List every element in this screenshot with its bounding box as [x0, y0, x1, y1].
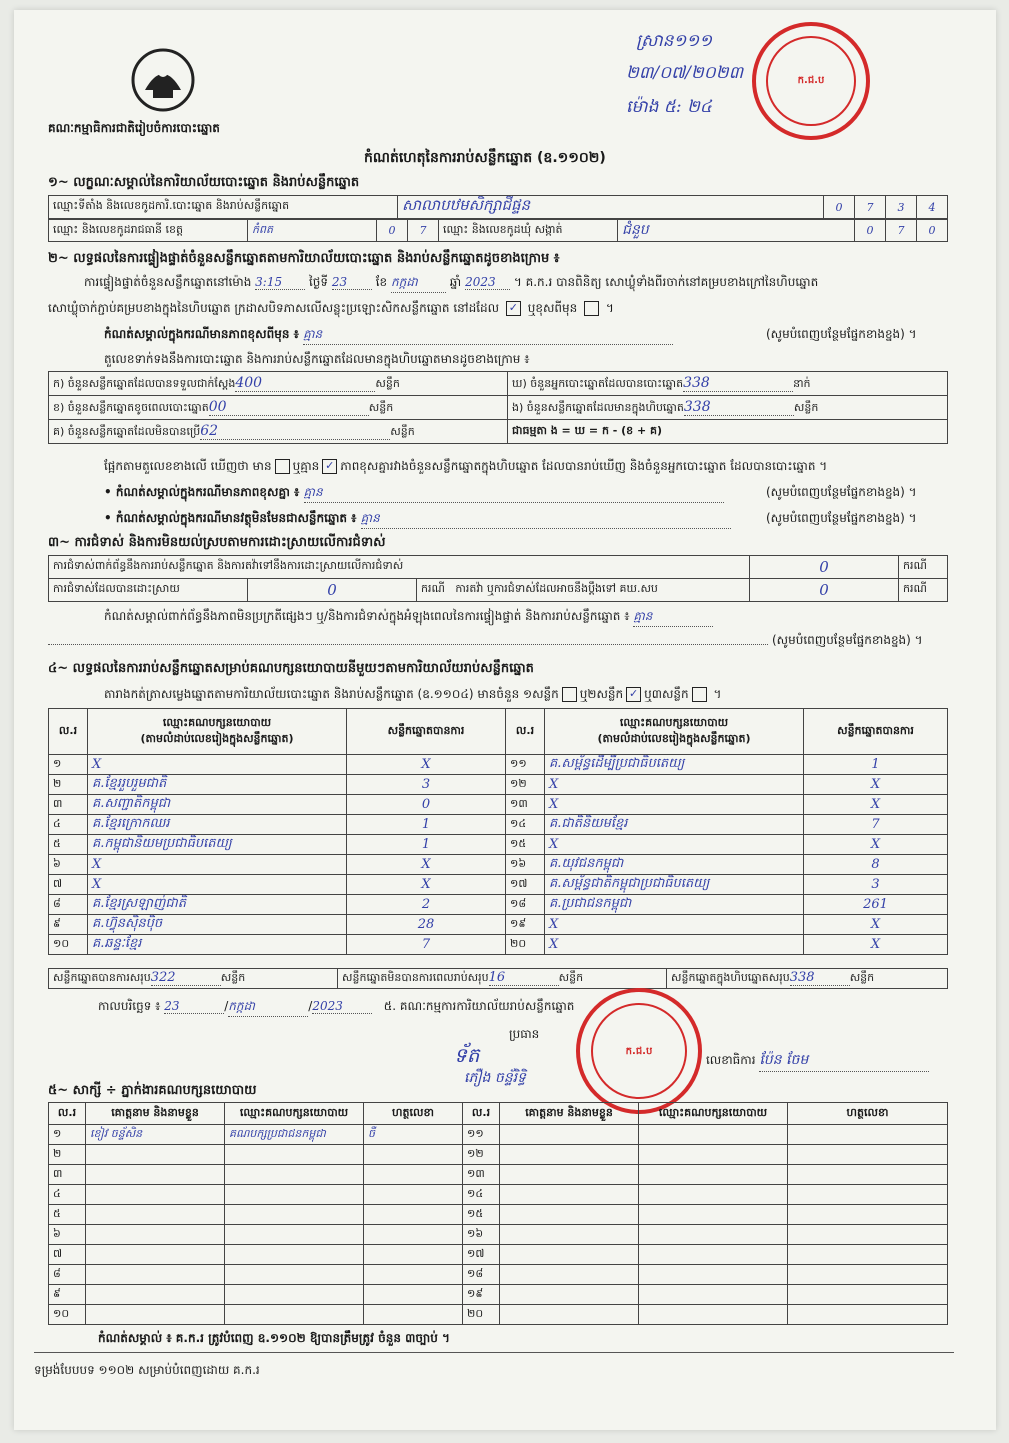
receipt-ref: ស្រាន១១១ — [636, 31, 713, 51]
note1: កំណត់សម្គាល់ក្នុងករណីមានភាពខុសពីមុន ៖ គ្មាន — [104, 326, 673, 345]
section1-table — [48, 195, 948, 219]
has-diff-checkbox[interactable] — [275, 459, 290, 474]
witness-cell: ២ — [49, 1145, 86, 1165]
note3: • កំណត់សម្គាល់ក្នុងករណីមានវត្ថុមិនមែនជាសន្លឹកឆ្នោត ៖ គ្មាន — [104, 510, 731, 529]
party-name: គ.កម្ពុជានិយមប្រជាធិបតេយ្យ — [88, 835, 347, 855]
compare-line: ផ្អែកតាមតួលេខខាងលើ ឃើញថា មាន ឬគ្មាន ✓ ភាពខុសគ្នារវាងចំនួនសន្លឹកឆ្នោតក្នុងហិបឆ្នោត ដែលបានរាប់ឃើញ និងចំនួនអ្នកបោះឆ្នោត ដែលបានបោះឆ្នោត ។ — [104, 459, 828, 473]
org-name: គណៈកម្មាធិការជាតិរៀបចំការបោះឆ្នោត — [48, 121, 220, 135]
witness-cell: ១៤ — [463, 1185, 500, 1205]
note1-value: គ្មាន — [303, 326, 673, 345]
witness-empty-cell[interactable] — [639, 1285, 788, 1305]
witness-empty-cell[interactable] — [500, 1205, 639, 1225]
witness-cell[interactable] — [86, 1285, 225, 1305]
row-no: ១៤ — [506, 815, 545, 835]
witness-empty-cell[interactable] — [500, 1185, 639, 1205]
verify-time: 3:15 — [255, 275, 305, 290]
row-no: ១១ — [506, 755, 545, 775]
witness-cell: ១៧ — [463, 1245, 500, 1265]
row-no: ១៨ — [506, 895, 545, 915]
votes-cell: 7 — [804, 815, 948, 835]
location-digit: 7 — [855, 196, 886, 219]
objections-value: 0 — [750, 556, 899, 579]
table-row — [49, 1165, 948, 1185]
witness-empty-cell[interactable] — [639, 1225, 788, 1245]
row-no: ៦ — [49, 855, 88, 875]
receipt-date: ២៣/០៧/២០២៣ — [626, 63, 744, 83]
table-row — [49, 1205, 948, 1225]
commune-digit: 7 — [886, 220, 917, 242]
votes-cell: X — [347, 875, 506, 895]
verify-day: 23 — [332, 275, 372, 290]
witness-empty-cell[interactable] — [788, 1145, 948, 1165]
witness-empty-cell[interactable] — [500, 1225, 639, 1245]
table-row — [49, 875, 948, 895]
witness-cell[interactable] — [225, 1145, 364, 1165]
witness-cell: ២០ — [463, 1305, 500, 1325]
row-no: ៤ — [49, 815, 88, 835]
witness-cell[interactable] — [364, 1145, 463, 1165]
witness-cell[interactable] — [86, 1145, 225, 1165]
witness-cell[interactable] — [364, 1225, 463, 1245]
different-checkbox[interactable] — [584, 301, 599, 316]
witness-cell[interactable] — [364, 1245, 463, 1265]
witness-empty-cell[interactable] — [639, 1145, 788, 1165]
chair-name: ភឿង ចន្ទ័រិទ្ធិ — [464, 1070, 526, 1086]
witness-empty-cell[interactable] — [500, 1305, 639, 1325]
witness-empty-cell[interactable] — [788, 1205, 948, 1225]
witness-cell: ៨ — [49, 1265, 86, 1285]
votes-cell: X — [804, 935, 948, 955]
witness-cell: ៣ — [49, 1165, 86, 1185]
row-no: ១៩ — [506, 915, 545, 935]
figures-table: ក) ចំនួនសន្លឹកឆ្នោតដែលបានទទួលជាក់ស្ដែង400 សន្លឹក ឃ) ចំនួនអ្នកបោះឆ្នោតដែលបានបោះឆ្នោត338 នាក់ ខ) ចំនួនសន្លឹកឆ្នោតខូចពេលបោះឆ្នោត00 សន្លឹក ង) ចំនួនសន្លឹកឆ្នោតដែលមានក្នុងហិបឆ្នោត338 សន្លឹក គ) ចំនួនសន្លឹកឆ្នោតដែលមិនបានប្រើ62 សន្លឹក ជាធម្មតា ង = ឃ = ក - (ខ + គ) — [48, 371, 948, 444]
table-row — [49, 755, 948, 775]
witness-cell: ៩ — [49, 1285, 86, 1305]
party-name: គ.សម្ព័ន្ធដើម្បីប្រជាធិបតេយ្យ — [545, 755, 804, 775]
votes-cell: 8 — [804, 855, 948, 875]
province-value: កំពត — [248, 220, 377, 242]
witness-empty-cell[interactable] — [788, 1225, 948, 1245]
witness-cell: ១៨ — [463, 1265, 500, 1285]
receipt-time: ម៉ោង ៥: ២៤ — [626, 97, 712, 117]
witness-empty-cell[interactable] — [500, 1165, 639, 1185]
witness-empty-cell[interactable] — [639, 1305, 788, 1325]
party-name: X — [545, 835, 804, 855]
witness-cell[interactable] — [86, 1305, 225, 1325]
table-row — [49, 1265, 948, 1285]
form-page: គណៈកម្មាធិការជាតិរៀបចំការបោះឆ្នោត ស្រាន១១១ ២៣/០៧/២០២៣ ម៉ោង ៥: ២៤ ក.ជ.ប កំណត់ហេតុនៃការរាប់សន្លឹកឆ្នោត (ឧ.១១០២) ១~ លក្ខណៈសម្គាល់នៃការិយាល័យបោះឆ្នោត និងរាប់សន្លឹកឆ្នោត ឈ្មោះទីតាំង និងលេខកូដការិ.បោះឆ្នោត និងរាប់សន្លឹកឆ្នោត សាលាបឋមសិក្សាជីផ្ទន 0 7 3 4 ឈ្មោះ និងលេខកូដរាជធានី ខេត្ត កំពត 0 7 ឈ្មោះ និងលេខកូដឃុំ សង្កាត់ ជំនួប 0 7 0 ២~ លទ្ធផលនៃការផ្ទៀងផ្ទាត់ចំនួនសន្លឹកឆ្នោតតាមការិយាល័យបោះឆ្នោត និងរាប់សន្លឹកឆ្នោតដូចខាងក្រោម ៖ ការផ្ទៀងផ្ទាត់ចំនួនសន្លឹកឆ្នោតនៅម៉ោង 3:15 ថ្ងៃទី 23 ខែ កក្កដា ឆ្នាំ 2023 ។ គ.ក.រ បានពិនិត្យ សោឃ្លុំទាំងពីរចាក់នៅគម្របខាងក្រៅនៃហិបឆ្នោត សោឃ្លុំចាក់ភ្ជាប់គម្របខាងក្នុងនៃហិបឆ្នោត ក្រដាសបិទភាសលើសន្លុះប្រឡោះសិកសន្លឹកឆ្នោត នៅដដែល ✓ ឬខុសពីមុន ។ កំណត់សម្គាល់ក្នុងករណីមានភាពខុសពីមុន ៖ គ្មាន (សូមបំពេញបន្ថែមផ្នែកខាងខ្នង) ។ តួលេខទាក់ទងនឹងការបោះឆ្នោត និងការរាប់សន្លឹកឆ្នោតដែលមានក្នុងហិបឆ្នោតមានដូចខាងក្រោម ៖ ក) ចំនួនសន្លឹកឆ្នោតដែលបានទទួលជាក់ស្ដែង400 សន្លឹក ឃ) ចំនួនអ្នកបោះឆ្នោតដែលបានបោះឆ្នោត338 នាក់ ខ) ចំនួនសន្លឹកឆ្នោតខូចពេលបោះឆ្នោត00 សន្លឹក ង) ចំនួនសន្លឹកឆ្នោតដែលមានក្នុងហិបឆ្នោត338 សន្លឹក គ) ចំនួនសន្លឹកឆ្នោតដែលមិនបានប្រើ62 សន្លឹក ជាធម្មតា ង = ឃ = ក - (ខ + គ) ផ្អែកតាមតួលេខខាងលើ ឃើញថា មាន ឬគ្មាន ✓ ភាពខុសគ្នារវាងចំនួនសន្លឹកឆ្នោតក្នុងហិបឆ្នោត ដែលបានរាប់ឃើញ និងចំនួនអ្នកបោះឆ្នោត ដែលបានបោះឆ្នោត ។ • កំណត់សម្គាល់ក្នុងករណីមានភាពខុសគ្នា ៖ គ្មាន (សូមបំពេញបន្ថែមផ្នែកខាងខ្នង) ។ • កំណត់សម្គាល់ក្នុងករណីមានវត្ថុមិនមែនជាសន្លឹកឆ្នោត ៖ គ្មាន (សូមបំពេញបន្ថែមផ្នែកខាងខ្នង) ។ ៣~ ការជំទាស់ និងការមិនយល់ស្របតាមការដោះស្រាយលើការជំទាស់ ការជំទាស់ពាក់ព័ន្ធនឹងការរាប់សន្លឹកឆ្នោត និងការតវ៉ាទៅនឹងការដោះស្រាយលើការជំទាស់ 0 ករណី ការជំទាស់ដែលបានដោះស្រាយ 0 ករណី ការតវ៉ា ឬការជំទាស់ដែលអាចនឹងប្ដឹងទៅ គឃ.សប 0 ករណី កំណត់សម្គាល់ពាក់ព័ន្ធនឹងភាពមិនប្រក្រតីផ្សេងៗ ឬ/និងការជំទាស់ក្នុងអំឡុងពេលនៃការផ្ទៀងផ្ទាត់ និងការរាប់សន្លឹកឆ្នោត ៖ គ្មាន (សូមបំពេញបន្ថែមផ្នែកខាងខ្នង) ។ ៤~ លទ្ធផលនៃការរាប់សន្លឹកឆ្នោតសម្រាប់គណបក្សនយោបាយនីមួយៗតាមការិយាល័យរាប់សន្លឹកឆ្នោត តារាងកត់ត្រាសម្លេងឆ្នោតតាមការិយាល័យបោះឆ្នោត និងរាប់សន្លឹកឆ្នោត (ឧ.១១០៤) មានចំនួន ១សន្លឹក ឬ២សន្លឹក ✓ ឬ៣សន្លឹក ។ ល.រ ឈ្មោះគណបក្សនយោបាយ (តាមលំដាប់លេខរៀងក្នុងសន្លឹកឆ្នោត) សន្លឹកឆ្នោតបានការ ល.រ ឈ្មោះគណបក្សនយោបាយ (តាមលំដាប់លេខរៀងក្នុងសន្លឹកឆ្នោត) សន្លឹកឆ្នោតបានការ ១ X X ១១ គ.សម្ព័ន្ធដើម្បីប្រជាធិបតេយ្យ 1 ២ គ.ខ្មែររួបរួមជាតិ 3 ១២ X X ៣ គ.សញ្ជាតិកម្ពុជា 0 ១៣ X X ៤ គ.ខ្មែរក្រោកឈរ 1 ១៤ គ.ជាតិនិយមខ្មែរ 7 ៥ គ.កម្ពុជានិយមប្រជាធិបតេយ្យ 1 ១៥ X X ៦ X X ១៦ គ.យុវជនកម្ពុជា 8 ៧ X X ១៧ គ.សម្ព័ន្ធជាតិកម្ពុជាប្រជាធិបតេយ្យ 3 ៨ គ.ខ្មែរស្រឡាញ់ជាតិ 2 ១៨ គ.ប្រជាជនកម្ពុជា 261 ៩ គ.ហ៊្វុនស៊ិនប៉ិច 28 ១៩ X X ១០ គ.ឆន្ទៈខ្មែរ 7 ២០ X X សន្លឹកឆ្នោតបានការសរុប322 សន្លឹក សន្លឹកឆ្នោតមិនបានការពេលរាប់សរុប16 សន្លឹក សន្លឹកឆ្នោតក្នុងហិបឆ្នោតសរុប338 សន្លឹក កាលបរិច្ឆេទ ៖ 23 /កក្កដា /2023 ៥. គណៈកម្មការការិយាល័យរាប់សន្លឹកឆ្នោត ប្រធាន ទ័ត ភឿង ចន្ទ័រិទ្ធិ ក.ជ.ប លេខាធិការ ប៉ែន ចែម ៥~ សាក្សី ÷ ភ្នាក់ងារគណបក្សនយោបាយ ល.រ គោត្តនាម និងនាមខ្លួន ឈ្មោះគណបក្សនយោបាយ ហត្ថលេខា ល.រ គោត្តនាម និងនាមខ្លួន ឈ្មោះគណបក្សនយោបាយ ហត្ថលេខា ១ ខៀវ ចន្ទ័សិន គណបក្សប្រជាជនកម្ពុជា ចឺ ១១ ២ ១២ ៣ ១៣ ៤ ១៤ ៥ ១៥ ៦ ១៦ ៧ ១៧ ៨ ១៨ ៩ ១៩ ១០ ២០ កំណត់សម្គាល់ ៖ គ.ក.រ ត្រូវបំពេញ ឧ.១១០២ ឱ្យបានត្រឹមត្រូវ ចំនួន ៣ច្បាប់ ។ ទម្រង់បែបបទ ១១០២ សម្រាប់បំពេញដោយ គ.ក.រ — [14, 10, 996, 1430]
witness-empty-cell[interactable] — [788, 1185, 948, 1205]
votes-cell: X — [804, 775, 948, 795]
secretary-name: ប៉ែន ចែម — [759, 1050, 929, 1072]
verify-month: កក្កដា — [391, 274, 446, 293]
votes-cell: X — [804, 835, 948, 855]
party-name: គ.សញ្ជាតិកម្ពុជា — [88, 795, 347, 815]
row-no: ៩ — [49, 915, 88, 935]
witness-cell: ១២ — [463, 1145, 500, 1165]
row-no: ៣ — [49, 795, 88, 815]
figures-intro: តួលេខទាក់ទងនឹងការបោះឆ្នោត និងការរាប់សន្លឹកឆ្នោតដែលមានក្នុងហិបឆ្នោតមានដូចខាងក្រោម ៖ — [104, 352, 530, 366]
totals-table: សន្លឹកឆ្នោតបានការសរុប322 សន្លឹក សន្លឹកឆ្នោតមិនបានការពេលរាប់សរុប16 សន្លឹក សន្លឹកឆ្នោតក្នុងហិបឆ្នោតសរុប338 សន្លឹក — [48, 968, 948, 989]
votes-cell: 1 — [347, 835, 506, 855]
witness-cell[interactable] — [86, 1165, 225, 1185]
table-row — [49, 775, 948, 795]
location-digit: 4 — [917, 196, 948, 219]
total-box: 338 — [790, 970, 850, 986]
section3-title: ៣~ ការជំទាស់ និងការមិនយល់ស្របតាមការដោះស្រាយលើការជំទាស់ — [48, 535, 386, 550]
witness-cell: ៧ — [49, 1245, 86, 1265]
inbox-value: 338 — [684, 399, 794, 416]
table-row — [49, 1125, 948, 1145]
location-digit: 3 — [886, 196, 917, 219]
row-no: ១៥ — [506, 835, 545, 855]
two-sheets-checkbox[interactable]: ✓ — [626, 687, 641, 702]
row-no: ១៧ — [506, 875, 545, 895]
party-name: X — [545, 775, 804, 795]
witness-cell[interactable] — [86, 1185, 225, 1205]
votes-cell: 1 — [347, 815, 506, 835]
fill-hint: (សូមបំពេញបន្ថែមផ្នែកខាងខ្នង) ។ — [766, 327, 917, 341]
table-row — [49, 1245, 948, 1265]
party-name: X — [545, 795, 804, 815]
witness-empty-cell[interactable] — [500, 1125, 639, 1145]
row-no: ២០ — [506, 935, 545, 955]
witness-cell[interactable] — [225, 1265, 364, 1285]
row-no: ២ — [49, 775, 88, 795]
witness-cell: ៤ — [49, 1185, 86, 1205]
witness-cell[interactable] — [225, 1205, 364, 1225]
note3-value: គ្មាន — [361, 510, 731, 529]
results-table: ល.រ ឈ្មោះគណបក្សនយោបាយ (តាមលំដាប់លេខរៀងក្នុងសន្លឹកឆ្នោត) សន្លឹកឆ្នោតបានការ ល.រ ឈ្មោះគណបក្សនយោបាយ (តាមលំដាប់លេខរៀងក្នុងសន្លឹកឆ្នោត) សន្លឹកឆ្នោតបានការ ១ X X ១១ គ.សម្ព័ន្ធដើម្បីប្រជាធិបតេយ្យ 1 ២ គ.ខ្មែររួបរួមជាតិ 3 ១២ X X ៣ គ.សញ្ជាតិកម្ពុជា 0 ១៣ X X ៤ គ.ខ្មែរក្រោកឈរ 1 ១៤ គ.ជាតិនិយមខ្មែរ 7 ៥ គ.កម្ពុជានិយមប្រជាធិបតេយ្យ 1 ១៥ X X ៦ X X ១៦ គ.យុវជនកម្ពុជា 8 ៧ X X ១៧ គ.សម្ព័ន្ធជាតិកម្ពុជាប្រជាធិបតេយ្យ 3 ៨ គ.ខ្មែរស្រឡាញ់ជាតិ 2 ១៨ គ.ប្រជាជនកម្ពុជា 261 ៩ គ.ហ៊្វុនស៊ិនប៉ិច 28 ១៩ X X ១០ គ.ឆន្ទៈខ្មែរ 7 ២០ X X — [48, 708, 948, 955]
form-title: កំណត់ហេតុនៃការរាប់សន្លឹកឆ្នោត (ឧ.១១០២) — [364, 150, 606, 166]
party-name: គ.ឆន្ទៈខ្មែរ — [88, 935, 347, 955]
section1-table-row2 — [48, 219, 948, 242]
no-diff-checkbox[interactable]: ✓ — [322, 459, 337, 474]
votes-cell: X — [347, 855, 506, 875]
witness-cell: ១០ — [49, 1305, 86, 1325]
commune-digit: 0 — [855, 220, 886, 242]
witness-cell: ៥ — [49, 1205, 86, 1225]
table-row — [49, 915, 948, 935]
commune-label: ឈ្មោះ និងលេខកូដឃុំ សង្កាត់ — [439, 220, 618, 242]
witness-cell: ១៩ — [463, 1285, 500, 1305]
witness-table: ល.រ គោត្តនាម និងនាមខ្លួន ឈ្មោះគណបក្សនយោបាយ ហត្ថលេខា ល.រ គោត្តនាម និងនាមខ្លួន ឈ្មោះគណបក្សនយោបាយ ហត្ថលេខា ១ ខៀវ ចន្ទ័សិន គណបក្សប្រជាជនកម្ពុជា ចឺ ១១ ២ ១២ ៣ ១៣ ៤ ១៤ ៥ ១៥ ៦ ១៦ ៧ ១៧ ៨ ១៨ ៩ ១៩ ១០ ២០ — [48, 1102, 948, 1325]
section1-title: ១~ លក្ខណៈសម្គាល់នៃការិយាល័យបោះឆ្នោត និងរាប់សន្លឹកឆ្នោត — [48, 175, 360, 190]
one-sheet-checkbox[interactable] — [562, 687, 577, 702]
table-row — [49, 1305, 948, 1325]
votes-cell: 7 — [347, 935, 506, 955]
witness-cell: ១៣ — [463, 1165, 500, 1185]
section3-note-value: គ្មាន — [633, 608, 713, 627]
witness-empty-cell[interactable] — [639, 1125, 788, 1145]
table-row — [49, 835, 948, 855]
spoiled-value: 00 — [209, 399, 369, 416]
witness-empty-cell[interactable] — [788, 1285, 948, 1305]
witness-empty-cell[interactable] — [788, 1265, 948, 1285]
witness-empty-cell[interactable] — [788, 1165, 948, 1185]
votes-cell: X — [347, 755, 506, 775]
party-name: គ.យុវជនកម្ពុជា — [545, 855, 804, 875]
witness-cell[interactable] — [225, 1165, 364, 1185]
table-row — [49, 895, 948, 915]
party-name: X — [545, 915, 804, 935]
witness-cell[interactable] — [86, 1265, 225, 1285]
witness-cell: ៦ — [49, 1225, 86, 1245]
witness-cell[interactable] — [86, 1245, 225, 1265]
table-row — [49, 795, 948, 815]
votes-cell: 3 — [804, 875, 948, 895]
verify-line: ការផ្ទៀងផ្ទាត់ចំនួនសន្លឹកឆ្នោតនៅម៉ោង 3:15 ថ្ងៃទី 23 ខែ កក្កដា ឆ្នាំ 2023 ។ គ.ក.រ បានពិនិត្យ សោឃ្លុំទាំងពីរចាក់នៅគម្របខាងក្រៅនៃហិបឆ្នោត — [84, 274, 818, 293]
witness-cell[interactable] — [225, 1245, 364, 1265]
party-name: X — [545, 935, 804, 955]
witness-cell[interactable] — [364, 1265, 463, 1285]
witness-cell[interactable] — [364, 1305, 463, 1325]
appeals-value: 0 — [750, 579, 899, 602]
total-valid: 322 — [151, 970, 221, 986]
witness-empty-cell[interactable] — [639, 1245, 788, 1265]
footnote: កំណត់សម្គាល់ ៖ គ.ក.រ ត្រូវបំពេញ ឧ.១១០២ ឱ្យបានត្រឹមត្រូវ ចំនួន ៣ច្បាប់ ។ — [98, 1331, 450, 1345]
party-name: គ.ប្រជាជនកម្ពុជា — [545, 895, 804, 915]
witness-empty-cell[interactable] — [788, 1305, 948, 1325]
row-no: ១៦ — [506, 855, 545, 875]
secretary-line: លេខាធិការ ប៉ែន ចែម — [706, 1050, 929, 1072]
witness-empty-cell[interactable] — [788, 1125, 948, 1145]
sheets-line: តារាងកត់ត្រាសម្លេងឆ្នោតតាមការិយាល័យបោះឆ្នោត និងរាប់សន្លឹកឆ្នោត (ឧ.១១០៤) មានចំនួន ១សន្លឹក ឬ២សន្លឹក ✓ ឬ៣សន្លឹក ។ — [104, 687, 722, 701]
party-name: គ.ជាតិនិយមខ្មែរ — [545, 815, 804, 835]
witness-cell: ១ — [49, 1125, 86, 1145]
row-no: ៥ — [49, 835, 88, 855]
witness-cell: ១៦ — [463, 1225, 500, 1245]
witness-cell[interactable]: ចឺ — [364, 1125, 463, 1145]
table-row — [49, 1285, 948, 1305]
date-line: កាលបរិច្ឆេទ ៖ 23 /កក្កដា /2023 ៥. គណៈកម្មការការិយាល័យរាប់សន្លឹកឆ្នោត — [98, 998, 574, 1017]
commune-value: ជំនួប — [618, 220, 855, 242]
party-name: គ.ហ៊្វុនស៊ិនប៉ិច — [88, 915, 347, 935]
votes-cell: 261 — [804, 895, 948, 915]
location-digit: 0 — [824, 196, 855, 219]
received-value: 400 — [235, 375, 375, 392]
witness-cell[interactable] — [364, 1165, 463, 1185]
objections-table: ការជំទាស់ពាក់ព័ន្ធនឹងការរាប់សន្លឹកឆ្នោត និងការតវ៉ាទៅនឹងការដោះស្រាយលើការជំទាស់ 0 ករណី ការជំទាស់ដែលបានដោះស្រាយ 0 ករណី ការតវ៉ា ឬការជំទាស់ដែលអាចនឹងប្ដឹងទៅ គឃ.សប 0 ករណី — [48, 555, 948, 602]
section5-title: ៥~ សាក្សី ÷ ភ្នាក់ងារគណបក្សនយោបាយ — [48, 1083, 257, 1098]
formula: ជាធម្មតា ង = ឃ = ក - (ខ + គ) — [508, 420, 948, 444]
witness-cell[interactable] — [86, 1205, 225, 1225]
witness-cell[interactable]: គណបក្សប្រជាជនកម្ពុជា — [225, 1125, 364, 1145]
party-name: X — [88, 755, 347, 775]
resolved-value: 0 — [248, 579, 417, 602]
witness-cell[interactable] — [364, 1285, 463, 1305]
witness-empty-cell[interactable] — [639, 1265, 788, 1285]
section4-title: ៤~ លទ្ធផលនៃការរាប់សន្លឹកឆ្នោតសម្រាប់គណបក្សនយោបាយនីមួយៗតាមការិយាល័យរាប់សន្លឹកឆ្នោត — [48, 661, 534, 676]
witness-cell[interactable] — [225, 1305, 364, 1325]
chair-signature: ទ័ត — [454, 1043, 480, 1067]
witness-empty-cell[interactable] — [500, 1265, 639, 1285]
witness-empty-cell[interactable] — [500, 1285, 639, 1305]
party-name: គ.ខ្មែរស្រឡាញ់ជាតិ — [88, 895, 347, 915]
three-sheets-checkbox[interactable] — [692, 687, 707, 702]
verify-year: 2023 — [465, 275, 510, 290]
table-row — [49, 1225, 948, 1245]
witness-cell: ១៥ — [463, 1205, 500, 1225]
section2-title: ២~ លទ្ធផលនៃការផ្ទៀងផ្ទាត់ចំនួនសន្លឹកឆ្នោតតាមការិយាល័យបោះឆ្នោត និងរាប់សន្លឹកឆ្នោតដូចខាងក្រោម ៖ — [48, 251, 560, 266]
witness-cell[interactable] — [86, 1225, 225, 1245]
section3-note: កំណត់សម្គាល់ពាក់ព័ន្ធនឹងភាពមិនប្រក្រតីផ្សេងៗ ឬ/និងការជំទាស់ក្នុងអំឡុងពេលនៃការផ្ទៀងផ្ទាត់ និងការរាប់សន្លឹកឆ្នោត ៖ គ្មាន — [104, 608, 713, 627]
witness-empty-cell[interactable] — [788, 1245, 948, 1265]
official-stamp-committee: ក.ជ.ប — [576, 988, 702, 1114]
votes-cell: 2 — [347, 895, 506, 915]
location-value: សាលាបឋមសិក្សាជីផ្ទន — [398, 196, 824, 219]
form-footer: ទម្រង់បែបបទ ១១០២ សម្រាប់បំពេញដោយ គ.ក.រ — [34, 1363, 260, 1377]
row-no: ៨ — [49, 895, 88, 915]
voters-value: 338 — [683, 375, 793, 392]
votes-cell: 0 — [347, 795, 506, 815]
nec-emblem-icon — [129, 46, 197, 114]
witness-cell[interactable] — [364, 1205, 463, 1225]
witness-empty-cell[interactable] — [500, 1145, 639, 1165]
votes-cell: 3 — [347, 775, 506, 795]
location-label: ឈ្មោះទីតាំង និងលេខកូដការិ.បោះឆ្នោត និងរាប់សន្លឹកឆ្នោត — [49, 196, 398, 219]
witness-empty-cell[interactable] — [639, 1205, 788, 1225]
witness-cell[interactable] — [364, 1185, 463, 1205]
votes-cell: X — [804, 915, 948, 935]
row-no: ៧ — [49, 875, 88, 895]
witness-cell[interactable] — [225, 1185, 364, 1205]
party-name: X — [88, 875, 347, 895]
votes-cell: X — [804, 795, 948, 815]
province-digit: 0 — [377, 220, 408, 242]
votes-cell: 1 — [804, 755, 948, 775]
row-no: ១០ — [49, 935, 88, 955]
witness-cell[interactable] — [225, 1285, 364, 1305]
seal-line: សោឃ្លុំចាក់ភ្ជាប់គម្របខាងក្នុងនៃហិបឆ្នោត ក្រដាសបិទភាសលើសន្លុះប្រឡោះសិកសន្លឹកឆ្នោត នៅដដែល ✓ ឬខុសពីមុន ។ — [48, 301, 614, 315]
witness-cell[interactable]: ខៀវ ចន្ទ័សិន — [86, 1125, 225, 1145]
witness-empty-cell[interactable] — [500, 1245, 639, 1265]
party-name: គ.សម្ព័ន្ធជាតិកម្ពុជាប្រជាធិបតេយ្យ — [545, 875, 804, 895]
party-name: X — [88, 855, 347, 875]
same-checkbox[interactable]: ✓ — [506, 301, 521, 316]
row-no: ១២ — [506, 775, 545, 795]
row-no: ១ — [49, 755, 88, 775]
total-invalid: 16 — [489, 970, 559, 986]
votes-cell: 28 — [347, 915, 506, 935]
table-row — [49, 1185, 948, 1205]
note2: • កំណត់សម្គាល់ក្នុងករណីមានភាពខុសគ្នា ៖ គ្មាន — [104, 484, 724, 503]
witness-empty-cell[interactable] — [639, 1185, 788, 1205]
unused-value: 62 — [200, 423, 390, 440]
table-row — [49, 855, 948, 875]
table-row — [49, 935, 948, 955]
official-stamp-top: ក.ជ.ប — [752, 22, 870, 140]
row-no: ១៣ — [506, 795, 545, 815]
witness-cell[interactable] — [225, 1225, 364, 1245]
party-name: គ.ខ្មែរក្រោកឈរ — [88, 815, 347, 835]
table-row — [49, 815, 948, 835]
province-digit: 7 — [408, 220, 439, 242]
commune-digit: 0 — [917, 220, 948, 242]
note2-value: គ្មាន — [304, 484, 724, 503]
witness-cell: ១១ — [463, 1125, 500, 1145]
province-label: ឈ្មោះ និងលេខកូដរាជធានី ខេត្ត — [49, 220, 248, 242]
chair-label: ប្រធាន — [509, 1027, 540, 1041]
party-name: គ.ខ្មែររួបរួមជាតិ — [88, 775, 347, 795]
table-row — [49, 1145, 948, 1165]
witness-empty-cell[interactable] — [639, 1165, 788, 1185]
